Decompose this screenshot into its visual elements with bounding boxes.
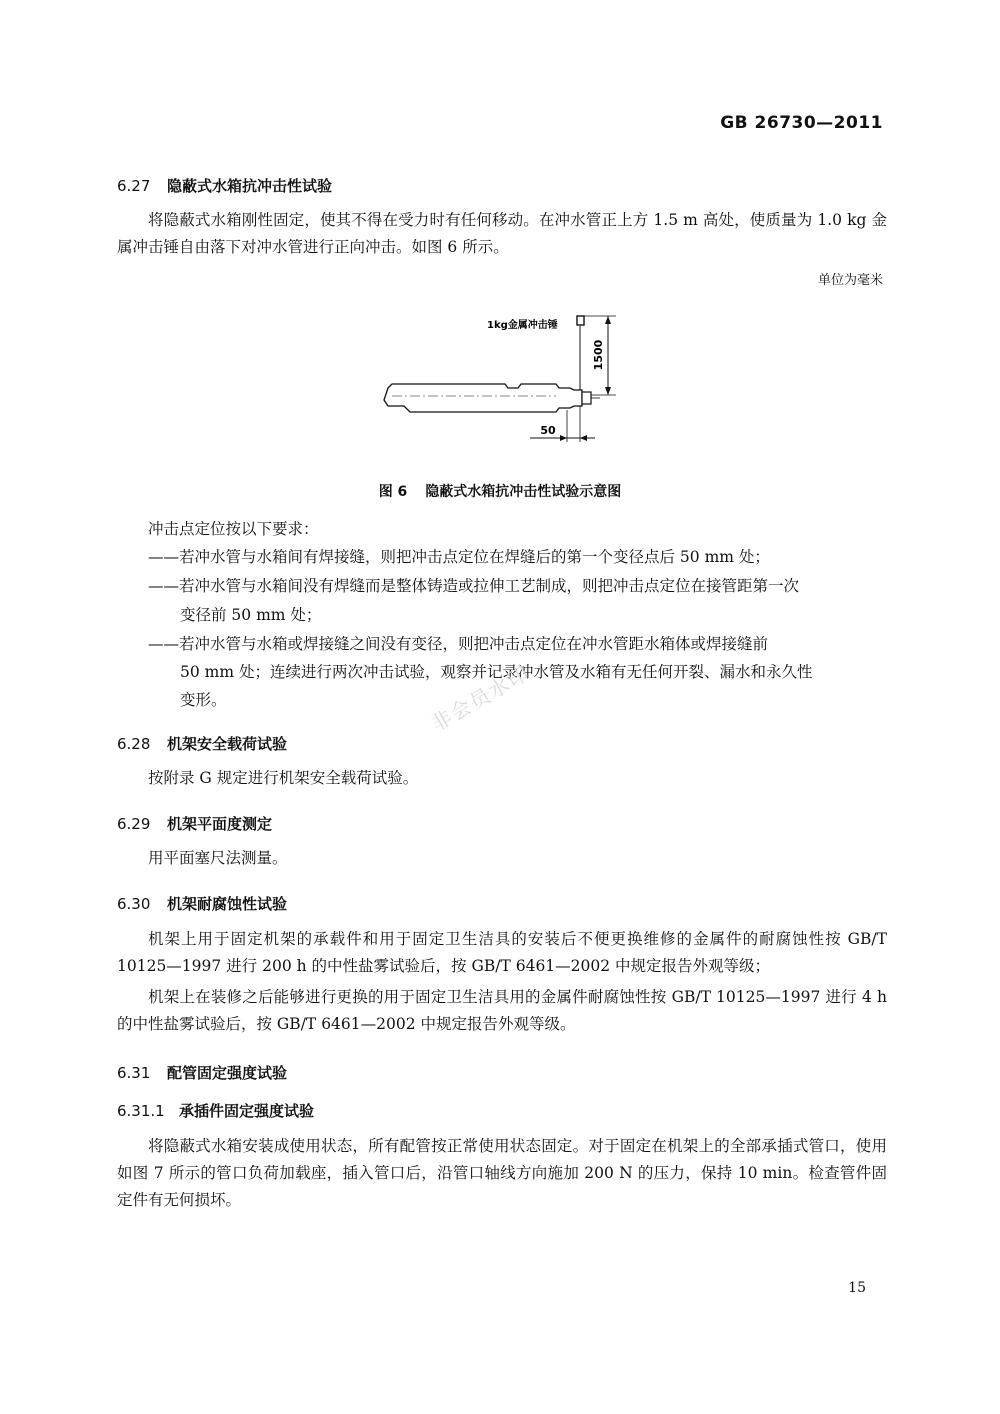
section-title: 机架平面度测定 — [167, 815, 273, 833]
section-paragraph: 机架上在装修之后能够进行更换的用于固定卫生洁具用的金属件耐腐蚀性按 GB/T 10125—1997 进行 4 h 的中性盐雾试验后，按 GB/T 6461—2002 中规定报告外观等级。 — [117, 988, 887, 1033]
section-heading-6-27 — [117, 175, 332, 196]
section-number: 6.29 — [117, 815, 151, 833]
section-paragraph: 将隐蔽式水箱安装成使用状态，所有配管按正常使用状态固定。对于固定在机架上的全部承插式管口，使用如图 7 所示的管口负荷加载座，插入管口后，沿管口轴线方向施加 200 N 的压力，保持 10 min。检查管件固定件有无何损坏。 — [117, 1137, 887, 1209]
section-number: 6.31.1 — [117, 1102, 165, 1120]
section-paragraph: 按附录 G 规定进行机架安全载荷试验。 — [148, 769, 419, 787]
section-number: 6.27 — [117, 177, 151, 195]
flush-pipe-shape — [384, 384, 582, 412]
section-title: 隐蔽式水箱抗冲击性试验 — [167, 177, 333, 195]
section-number: 6.28 — [117, 735, 151, 753]
requirement-item-continued: 变径前 50 mm 处； — [180, 606, 322, 624]
requirement-item-continued: 变形。 — [180, 691, 227, 709]
section-number: 6.30 — [117, 895, 151, 913]
section-title: 配管固定强度试验 — [167, 1064, 288, 1082]
section-title: 承插件固定强度试验 — [179, 1102, 315, 1120]
dimension-height-label: 1500 — [592, 339, 605, 371]
requirements-intro: 冲击点定位按以下要求： — [148, 520, 319, 538]
figure-title: 隐蔽式水箱抗冲击性试验示意图 — [425, 484, 622, 500]
section-heading-6-28 — [117, 733, 287, 754]
section-paragraph: 将隐蔽式水箱刚性固定，使其不得在受力时有任何移动。在冲水管正上方 1.5 m 高处，使质量为 1.0 kg 金属冲击锤自由落下对冲水管进行正向冲击。如图 6 所示。 — [117, 211, 887, 256]
dimension-offset-label: 50 — [540, 424, 556, 437]
page-number: 15 — [848, 1280, 866, 1296]
figure-caption — [0, 481, 1000, 501]
figure-number: 图 6 — [378, 484, 408, 500]
watermark: 非会员水印 — [427, 660, 535, 737]
section-paragraph: 机架上用于固定机架的承载件和用于固定卫生洁具的安装后不便更换维修的金属件的耐腐蚀性按 GB/T 10125—1997 进行 200 h 的中性盐雾试验后，按 GB/T 6461—2002 中规定报告外观等级； — [117, 930, 887, 975]
requirement-item: ——若冲水管与水箱间有焊接缝，则把冲击点定位在焊缝后的第一个变径点后 50 mm 处； — [148, 548, 770, 566]
section-title: 机架耐腐蚀性试验 — [167, 895, 288, 913]
section-heading-6-31-1 — [117, 1100, 314, 1121]
unit-note: 单位为毫米 — [817, 273, 883, 288]
section-heading-6-30 — [117, 893, 287, 914]
requirement-item: ——若冲水管与水箱或焊接缝之间没有变径，则把冲击点定位在冲水管距水箱体或焊接缝前 — [148, 635, 769, 653]
section-heading-6-29 — [117, 813, 272, 834]
figure-6-diagram — [370, 300, 630, 450]
requirement-item-continued: 50 mm 处；连续进行两次冲击试验，观察并记录冲水管及水箱有无任何开裂、漏水和永久性 — [180, 663, 813, 681]
section-number: 6.31 — [117, 1064, 151, 1082]
section-paragraph: 用平面塞尺法测量。 — [148, 849, 288, 867]
standard-number: GB 26730—2011 — [720, 113, 883, 133]
hammer-icon — [577, 316, 584, 325]
section-title: 机架安全载荷试验 — [167, 735, 288, 753]
section-heading-6-31 — [117, 1062, 287, 1083]
hammer-label: 1kg金属冲击锤 — [487, 320, 558, 331]
requirement-item: ——若冲水管与水箱间没有焊缝而是整体铸造或拉伸工艺制成，则把冲击点定位在接管距第一次 — [148, 577, 800, 595]
